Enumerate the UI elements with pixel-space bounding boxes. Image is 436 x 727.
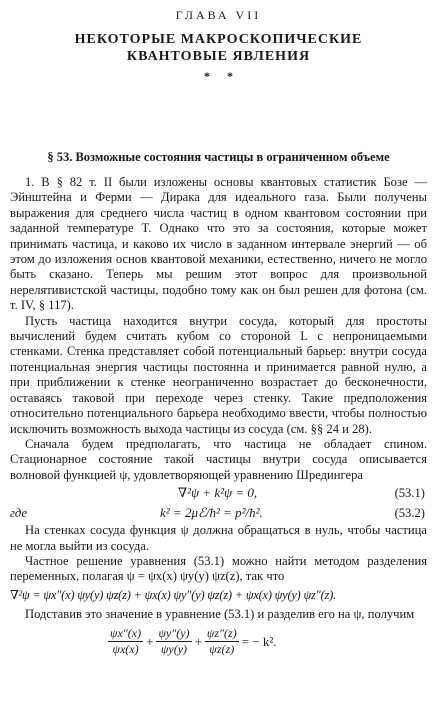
fraction-y-denominator: ψy(y) xyxy=(160,642,188,657)
fraction-y xyxy=(156,626,191,657)
where-label: где xyxy=(10,506,28,521)
paragraph-1: 1. В § 82 т. II были изложены основы квантовых статистик Бозе — Эйнштейна и Ферми — Дирака для идеального газа. Были получены выражения для среднего числа частиц в одном квантовом состоянии при заданной температуре T. Однако что это за состояния, которые может принимать частица, и каково их число в заданном интервале энергий — об этом до изложения основ квантовой механики, естественно, ничего не могло быть сказано. Теперь мы решим этот вопрос для произвольной нерелятивистской частицы, подобно тому как он был решен для фотона (см. т. IV, § 117). xyxy=(10,175,427,313)
fraction-z xyxy=(205,626,239,657)
chapter-title xyxy=(10,31,427,65)
fraction-x-numerator: ψx″(x) xyxy=(110,626,142,641)
chapter-title-line2: КВАНТОВЫЕ ЯВЛЕНИЯ xyxy=(126,49,311,64)
equation-laplacian-body: ∇²ψ = ψx″(x) ψy(y) ψz(z) + ψx(x) ψy″(y) ψz(z) + ψx(x) ψy(y) ψz″(z). xyxy=(10,587,336,602)
equation-separated xyxy=(10,622,427,666)
plus-sign-2: + xyxy=(194,633,202,649)
equation-separated-rhs: = − k². xyxy=(241,633,277,649)
paragraph-6: Подставив это значение в уравнение (53.1) и разделив его на ψ, получим xyxy=(25,606,415,621)
plus-sign-1: + xyxy=(146,633,154,649)
paragraph-2: Пусть частица находится внутри сосуда, который для простоты вычислений будем считать кубом со стороной L с непроницаемыми стенками. Стенка представляет собой потенциальный барьер: внутри сосуда потенциальная энергия частицы постоянна и принимается равной нулю, а при приближении к стенке неограниченно возрастает до бесконечности, оставаясь таковой при переходе через стенку. Такие предположения относительно потенциального барьера необходимо ввести, чтобы полностью исключить возможность выхода частицы из сосуда (см. §§ 24 и 28). xyxy=(10,313,427,436)
equation-separated-body xyxy=(108,626,280,657)
ornament-stars: * * xyxy=(204,69,233,83)
equation-53-2-body: k² = 2μℰ/ħ² = p²/ħ². xyxy=(160,505,263,521)
fraction-z-denominator: ψz(z) xyxy=(209,642,235,657)
equation-53-2 xyxy=(10,503,427,523)
chapter-title-line1: НЕКОТОРЫЕ МАКРОСКОПИЧЕСКИЕ xyxy=(74,32,363,47)
fraction-y-numerator: ψy″(y) xyxy=(158,626,190,641)
section-title: § 53. Возможные состояния частицы в ограниченном объеме xyxy=(47,150,390,164)
fraction-z-numerator: ψz″(z) xyxy=(206,626,237,641)
equation-53-1-number: (53.1) xyxy=(394,486,425,501)
paragraph-4: На стенках сосуда функция ψ должна обращаться в нуль, чтобы частица не могла выйти из сосуда. xyxy=(10,523,427,553)
fraction-x-denominator: ψx(x) xyxy=(112,642,139,657)
equation-53-2-number: (53.2) xyxy=(394,506,425,521)
fraction-x xyxy=(108,626,143,657)
paragraph-3: Сначала будем предполагать, что частица не обладает спином. Стационарное состояние такой частицы внутри сосуда описывается волновой функцией ψ, удовлетворяющей уравнению Шредингера xyxy=(10,436,427,482)
paragraph-5: Частное решение уравнения (53.1) можно найти методом разделения переменных, полагая ψ = ψx(x) ψy(y) ψz(z), так что xyxy=(10,553,427,584)
equation-53-1 xyxy=(10,483,427,503)
chapter-label: ГЛАВА VII xyxy=(175,8,262,22)
equation-laplacian xyxy=(10,585,427,607)
equation-53-1-body: ∇²ψ + k²ψ = 0, xyxy=(178,485,258,501)
